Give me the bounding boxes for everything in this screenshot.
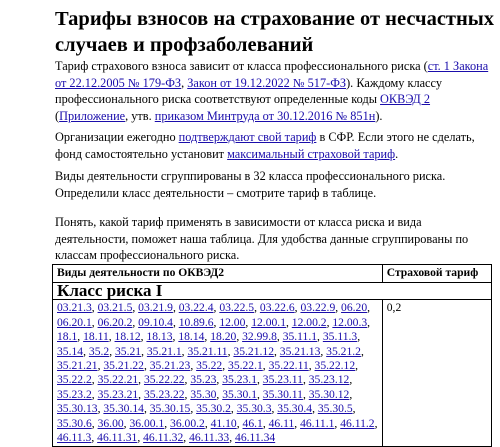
text: Тариф страхового взноса зависит от класса профессионального риска ( <box>55 59 428 73</box>
okved-code-link[interactable]: 06.20.2 <box>97 315 133 329</box>
text: . <box>395 146 399 161</box>
okved-code-link[interactable]: 35.30 <box>190 387 217 401</box>
separator: , <box>216 387 223 401</box>
separator: , <box>172 301 179 315</box>
okved-code-link[interactable]: 35.30.15 <box>149 402 191 416</box>
tariff-table <box>52 264 492 447</box>
table-row <box>53 300 492 447</box>
okved-code-link[interactable]: 35.23.11 <box>262 373 303 387</box>
text: ( <box>55 108 60 123</box>
separator: , <box>308 359 315 373</box>
separator: , <box>236 416 243 430</box>
separator: , <box>184 373 191 387</box>
separator: , <box>312 402 318 416</box>
table-intro-paragraph: Понять, какой тариф применять в зависимости от класса риска и вида деятельности, поможет наша таблица. Для удобства данные сгруппированы по классам профессионального риска. <box>55 215 469 262</box>
separator: , <box>132 315 139 329</box>
text: Организации ежегодно <box>55 130 179 144</box>
mintrud-order-link[interactable]: приказом Минтруда от 30.12.2016 № 851н <box>154 108 376 123</box>
okved-code-link[interactable]: 35.21.1 <box>146 344 182 358</box>
okved-code-link[interactable]: 06.20 <box>341 301 368 315</box>
okved-code-link[interactable]: 35.30.12 <box>308 387 350 401</box>
okved-code-link[interactable]: 36.00.1 <box>129 416 165 430</box>
okved-code-link[interactable]: 46.11.33 <box>189 431 230 445</box>
separator: , <box>257 373 263 387</box>
separator: , <box>140 330 147 344</box>
okved-code-link[interactable]: 35.23.1 <box>222 373 257 387</box>
separator: , <box>262 416 269 430</box>
separator: , <box>273 344 280 358</box>
classes-paragraph: Виды деятельности сгруппированы в 32 класса профессионального риска. Определили класс деятельности – смотрите тариф в таблице. <box>55 169 446 200</box>
separator: , <box>216 373 223 387</box>
okved-code-link[interactable]: 35.21.11 <box>187 344 228 358</box>
okved-code-link[interactable]: 35.21.2 <box>326 344 361 358</box>
separator: , <box>213 301 220 315</box>
separator: , <box>77 330 84 344</box>
separator: , <box>83 344 89 358</box>
okved-code-link[interactable]: 35.22 <box>196 359 223 373</box>
okved-code-link[interactable]: 46.1 <box>242 416 263 430</box>
okved-code-link[interactable]: 35.23.2 <box>57 387 92 401</box>
separator: , <box>204 330 211 344</box>
separator: , <box>172 315 179 329</box>
text: , утв. <box>125 108 155 123</box>
okved-code-link[interactable]: 03.22.9 <box>300 301 336 315</box>
okved-code-link[interactable]: 35.22.21 <box>97 373 139 387</box>
okved-code-link[interactable]: 35.23.12 <box>308 373 350 387</box>
okved-code-link[interactable]: 35.23 <box>190 373 217 387</box>
separator: , <box>229 431 236 445</box>
separator: , <box>317 330 323 344</box>
separator: , <box>190 359 197 373</box>
okved-code-link[interactable]: 35.30.5 <box>317 402 353 416</box>
okved-code-link[interactable]: 46.11.2 <box>340 416 375 430</box>
okved-code-link[interactable]: 35.30.2 <box>196 402 231 416</box>
separator: , <box>97 359 104 373</box>
appendix-link[interactable]: Приложение <box>59 108 126 123</box>
separator: , <box>172 330 179 344</box>
okved-code-link[interactable]: 09.10.4 <box>138 315 173 329</box>
okved-code-link[interactable]: 35.30.11 <box>262 387 303 401</box>
okved-code-link[interactable]: 46.11.1 <box>300 416 335 430</box>
okved-code-link[interactable]: 18.13 <box>146 330 173 344</box>
okved-code-link[interactable]: 35.30.6 <box>57 416 92 430</box>
text: в СФР. Если этого не сделать, фонд самостоятельно установит <box>55 130 475 161</box>
okved-code-link[interactable]: 35.22.22 <box>143 373 185 387</box>
separator: , <box>91 373 98 387</box>
okved-code-link[interactable]: 12.00 <box>219 315 246 329</box>
risk-class-title: Класс риска I <box>53 283 492 300</box>
separator: , <box>294 416 301 430</box>
okved-code-link[interactable]: 46.11 <box>268 416 295 430</box>
okved-code-link[interactable]: 35.30.1 <box>222 387 257 401</box>
okved-code-link[interactable]: 46.11.34 <box>235 431 276 445</box>
okved-code-link[interactable]: 35.21.23 <box>149 359 191 373</box>
separator: , <box>190 402 197 416</box>
okved-code-link[interactable]: 35.22.12 <box>314 359 356 373</box>
separator: , <box>181 344 188 358</box>
separator: , <box>97 402 104 416</box>
separator: , <box>349 373 353 387</box>
separator: , <box>302 373 309 387</box>
okved-code-link[interactable]: 10.89.6 <box>178 315 214 329</box>
okved-code-link[interactable]: 35.2 <box>88 344 110 358</box>
text: ). <box>375 108 383 123</box>
separator: , <box>91 431 98 445</box>
okved-code-link[interactable]: 35.30.4 <box>277 402 313 416</box>
okved-code-link[interactable]: 03.21.3 <box>57 301 92 315</box>
separator: , <box>262 359 269 373</box>
separator: , <box>183 431 190 445</box>
separator: , <box>184 387 191 401</box>
separator: , <box>355 359 359 373</box>
separator: , <box>164 416 171 430</box>
separator: , <box>143 359 150 373</box>
okved-code-link[interactable]: 32.99.8 <box>242 330 277 344</box>
okved-code-link[interactable]: 35.21 <box>114 344 142 358</box>
law-179-link[interactable]: ст. 1 Закона от 22.12.2005 № 179-ФЗ <box>55 59 489 90</box>
okved-code-link[interactable]: 12.00.2 <box>291 315 327 329</box>
max-tariff-link[interactable]: максимальный страховой тариф <box>227 146 396 161</box>
separator: , <box>91 416 98 430</box>
separator: , <box>143 402 150 416</box>
separator: , <box>109 344 115 358</box>
okved-code-link[interactable]: 36.00 <box>97 416 124 430</box>
okved-code-link[interactable]: 35.21.22 <box>103 359 144 373</box>
okved-code-link[interactable]: 18.1 <box>57 330 78 344</box>
separator: , <box>326 315 333 329</box>
class-heading-row <box>53 283 492 300</box>
okved-code-link[interactable]: 46.11.3 <box>57 431 92 445</box>
okved-code-link[interactable]: 03.21.9 <box>138 301 173 315</box>
separator: , <box>349 387 353 401</box>
okved-code-link[interactable]: 35.21.12 <box>233 344 274 358</box>
separator: , <box>204 416 211 430</box>
okved-code-link[interactable]: 35.30.13 <box>57 402 98 416</box>
okved-code-link[interactable]: 35.14 <box>57 344 84 358</box>
separator: , <box>285 315 292 329</box>
confirm-paragraph <box>55 129 495 162</box>
separator: , <box>334 416 341 430</box>
okved-code-link[interactable]: 35.30.3 <box>236 402 272 416</box>
okved-code-link[interactable]: 41.10 <box>210 416 237 430</box>
table-header-row <box>53 265 492 283</box>
separator: , <box>367 301 371 315</box>
separator: , <box>230 402 237 416</box>
separator: , <box>254 301 260 315</box>
separator: , <box>222 359 229 373</box>
okved-code-link[interactable]: 36.00.2 <box>170 416 205 430</box>
text: ). Каждому классу профессионального риска соответствуют определенные коды <box>55 75 442 106</box>
okved-code-link[interactable]: 35.21.13 <box>279 344 321 358</box>
separator: , <box>138 387 144 401</box>
okved-code-link[interactable]: 35.23.22 <box>143 387 185 401</box>
okved-code-link[interactable]: 18.11 <box>83 330 109 344</box>
separator: , <box>320 344 327 358</box>
separator: , <box>132 301 139 315</box>
okved-code-link[interactable]: 35.11.1 <box>282 330 318 344</box>
separator: , <box>138 373 144 387</box>
page-title: Тарифы взносов на страхование от несчастных случаев и профзаболеваний <box>55 8 495 56</box>
separator: , <box>271 402 278 416</box>
separator: , <box>137 431 144 445</box>
okved-code-link[interactable]: 18.14 <box>178 330 205 344</box>
separator: , <box>257 387 263 401</box>
separator: , <box>141 344 147 358</box>
separator: , <box>360 344 364 358</box>
okved-code-link[interactable]: 35.22.2 <box>57 373 92 387</box>
separator: , <box>374 416 378 430</box>
activity-column-header: Виды деятельности по ОКВЭД2 <box>53 265 383 283</box>
intro-paragraph <box>55 58 495 124</box>
separator: , <box>91 387 98 401</box>
rate-cell: 0,2 <box>382 300 491 447</box>
okved-code-link[interactable]: 46.11.32 <box>143 431 184 445</box>
okved-code-link[interactable]: 35.22.1 <box>228 359 263 373</box>
separator: , <box>213 315 220 329</box>
separator: , <box>357 330 361 344</box>
separator: , <box>294 301 301 315</box>
okved-code-link[interactable]: 35.30.14 <box>103 402 144 416</box>
okved-code-link[interactable]: 35.11.3 <box>322 330 358 344</box>
separator: , <box>227 344 234 358</box>
okved-code-link[interactable]: 03.22.6 <box>259 301 295 315</box>
separator: , <box>335 301 342 315</box>
separator: , <box>91 315 98 329</box>
okved-codes-cell <box>53 300 383 447</box>
okved-code-link[interactable]: 03.22.4 <box>178 301 214 315</box>
okved-code-link[interactable]: 18.20 <box>210 330 237 344</box>
okved-code-link[interactable]: 12.00.3 <box>332 315 368 329</box>
okved-code-link[interactable]: 35.21.21 <box>57 359 98 373</box>
okved-code-link[interactable]: 18.12 <box>114 330 141 344</box>
separator: , <box>123 416 130 430</box>
okved-code-link[interactable]: 06.20.1 <box>57 315 92 329</box>
okved-code-link[interactable]: 03.21.5 <box>97 301 133 315</box>
law-517-link[interactable]: Закон от 19.12.2022 № 517-ФЗ <box>187 75 347 90</box>
rate-column-header: Страховой тариф <box>382 265 491 283</box>
text: , <box>181 75 188 90</box>
separator: , <box>276 330 283 344</box>
okved-code-link[interactable]: 35.22.11 <box>268 359 309 373</box>
confirm-tariff-link[interactable]: подтверждают свой тариф <box>178 130 317 144</box>
separator: , <box>352 402 356 416</box>
separator: , <box>367 315 371 329</box>
separator: , <box>108 330 115 344</box>
okved2-link[interactable]: ОКВЭД 2 <box>380 92 431 106</box>
separator: , <box>91 301 98 315</box>
okved-code-link[interactable]: 03.22.5 <box>219 301 255 315</box>
okved-code-link[interactable]: 35.23.21 <box>97 387 139 401</box>
okved-code-link[interactable]: 12.00.1 <box>251 315 286 329</box>
separator: , <box>302 387 309 401</box>
separator: , <box>245 315 252 329</box>
okved-code-link[interactable]: 46.11.31 <box>97 431 138 445</box>
separator: , <box>236 330 243 344</box>
